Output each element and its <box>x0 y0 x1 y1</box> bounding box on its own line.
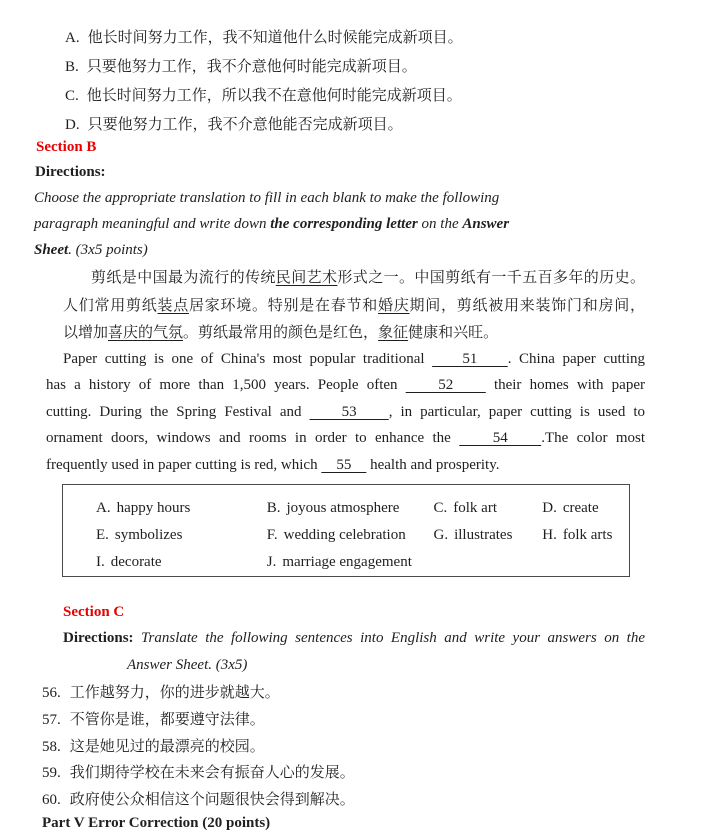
item-text: 这是她见过的最漂亮的校园。 <box>69 738 265 755</box>
word-bank-row <box>96 549 629 576</box>
word-bank-option <box>267 522 430 549</box>
item-text: 不管你是谁，都要遵守法律。 <box>69 711 265 728</box>
word-bank-option <box>96 522 263 549</box>
directions-line-3: Sheet. (3x5 points) <box>34 242 148 258</box>
word-bank-option-label: F. <box>266 527 278 543</box>
english-paragraph-line: ornament doors, windows and rooms in order to enhance the 54 .The color most <box>46 430 645 447</box>
word-bank-row <box>96 522 629 549</box>
word-bank-option-text: joyous atmosphere <box>286 500 400 516</box>
option-label: A. <box>65 30 80 46</box>
section-c-directions-line-1: Directions: Translate the following sentences into English and write your answers on the <box>63 630 645 646</box>
chinese-paragraph-line: 以增加喜庆的气氛。剪纸最常用的颜色是红色，象征健康和兴旺。 <box>63 325 499 341</box>
option-label: C. <box>65 88 79 104</box>
option-text: 他长时间努力工作，所以我不在意他何时能完成新项目。 <box>86 88 462 104</box>
word-bank-option <box>542 495 598 522</box>
translation-item <box>42 760 355 787</box>
word-bank-option-label: I. <box>96 554 105 570</box>
translation-item <box>42 787 355 814</box>
word-bank-option-text: happy hours <box>116 500 191 516</box>
item-text: 工作越努力，你的进步就越大。 <box>69 685 280 701</box>
translation-items <box>42 680 355 814</box>
word-bank <box>62 484 630 577</box>
translation-item <box>42 707 355 734</box>
directions-line-1: Choose the appropriate translation to fill in each blank to make the following <box>34 190 500 206</box>
mcq-option <box>65 24 463 53</box>
word-bank-option-text: folk art <box>453 500 497 516</box>
item-number: 60. <box>42 792 61 809</box>
item-number: 59. <box>42 765 61 782</box>
word-bank-option-label: A. <box>96 500 111 516</box>
word-bank-option-label: H. <box>542 527 557 543</box>
translation-item <box>42 680 355 707</box>
word-bank-option <box>434 495 539 522</box>
word-bank-option-label: J. <box>266 554 277 570</box>
word-bank-row <box>96 495 629 522</box>
word-bank-option-label: C. <box>433 500 448 516</box>
translation-item <box>42 734 355 761</box>
word-bank-option <box>96 549 263 576</box>
word-bank-option-text: illustrates <box>454 527 513 543</box>
word-bank-option-text: wedding celebration <box>283 527 406 543</box>
option-text: 只要他努力工作，我不介意他何时能完成新项目。 <box>86 59 417 75</box>
section-c-directions-line-2: Answer Sheet. (3x5) <box>127 657 248 673</box>
item-text: 我们期待学校在未来会有振奋人心的发展。 <box>69 765 355 782</box>
word-bank-option-text: create <box>562 500 599 516</box>
word-bank-option-text: symbolizes <box>114 527 183 543</box>
directions-line-2: paragraph meaningful and write down the corresponding letter on the Answer <box>34 216 510 232</box>
chinese-paragraph-line: 剪纸是中国最为流行的传统民间艺术形式之一。中国剪纸有一千五百多年的历史。 <box>91 270 645 286</box>
mcq-option <box>65 111 463 140</box>
word-bank-option-text: decorate <box>110 554 162 570</box>
english-paragraph-line: frequently used in paper cutting is red, which 55 health and prosperity. <box>46 456 500 473</box>
word-bank-option-label: E. <box>96 527 109 543</box>
item-text: 政府使公众相信这个问题很快会得到解决。 <box>69 792 355 809</box>
item-number: 58. <box>42 738 61 755</box>
option-text: 他长时间努力工作，我不知道他什么时候能完成新项目。 <box>87 30 463 46</box>
word-bank-option <box>267 549 412 576</box>
english-paragraph-line: Paper cutting is one of China's most popular traditional 51 . China paper cutting <box>63 351 646 367</box>
mcq-options <box>65 24 463 140</box>
section-c-heading: Section C <box>63 604 125 620</box>
word-bank-option-text: marriage engagement <box>282 554 412 570</box>
word-bank-option-text: folk arts <box>562 527 613 543</box>
word-bank-option-label: D. <box>542 500 557 516</box>
option-label: B. <box>65 59 79 75</box>
english-paragraph-line: has a history of more than 1,500 years. People often 52 their homes with paper <box>46 377 645 394</box>
english-cloze-paragraph <box>46 346 645 478</box>
section-b-heading: Section B <box>36 139 97 155</box>
word-bank-option <box>267 495 430 522</box>
part-v-heading: Part V Error Correction (20 points) <box>42 815 271 831</box>
item-number: 57. <box>42 711 61 728</box>
option-label: D. <box>65 117 80 133</box>
chinese-paragraph-line: 人们常用剪纸装点居家环境。特别是在春节和婚庆期间，剪纸被用来装饰门和房间， <box>63 297 645 314</box>
mcq-option <box>65 82 463 111</box>
word-bank-option-label: B. <box>266 500 281 516</box>
directions-label: Directions: <box>35 164 106 180</box>
item-number: 56. <box>42 685 61 701</box>
chinese-paragraph <box>63 265 645 348</box>
word-bank-option <box>542 522 612 549</box>
option-text: 只要他努力工作，我不介意他能否完成新项目。 <box>87 117 403 133</box>
word-bank-option <box>96 495 263 522</box>
english-paragraph-line: cutting. During the Spring Festival and 53 , in particular, paper cutting is used to <box>46 403 646 420</box>
mcq-option <box>65 53 463 82</box>
word-bank-option <box>434 522 539 549</box>
word-bank-option-label: G. <box>433 527 449 543</box>
